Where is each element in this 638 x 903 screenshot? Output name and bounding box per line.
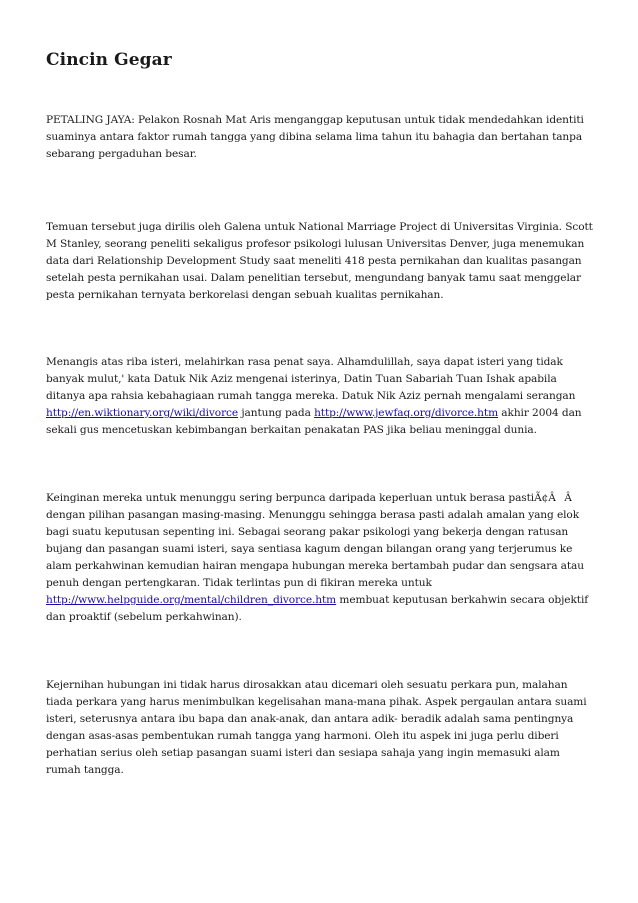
paragraph-intro: PETALING JAYA: Pelakon Rosnah Mat Aris menganggap keputusan untuk tidak mendedahkan identiti suaminya antara faktor rumah tangga yang dibina selama lima tahun itu bahagia dan bertahan tanpa sebarang pergaduhan besar.: [46, 114, 584, 160]
paragraph-harmony: Kejernihan hubungan ini tidak harus dirosakkan atau dicemari oleh sesuatu perkara pun, malahan tiada perkara yang harus menimbulkan kegelisahan mana-mana pihak. Aspek pergaulan antara suami isteri, seterusnya antara ibu bapa dan anak-anak, dan antara adik- beradik adalah sama pentingnya dengan asas-asas pembentukan rumah tangga yang harmoni. Oleh itu aspek ini juga perlu diberi perhatian serius oleh setiap pasangan suami isteri dan sesiapa sahaja yang ingin memasuki alam rumah tangga.: [46, 679, 587, 776]
paragraph-text: Keinginan mereka untuk menunggu sering berpunca daripada keperluan untuk berasa pastiÃ¢ÂÂ dengan pilihan pasangan masing-masing. Menunggu sehingga berasa pasti adalah amalan yang elok bagi suatu keputusan sepenting ini. Sebagai seorang pakar psikologi yang bekerja dengan ratusan bujang dan pasangan suami isteri, saya sentiasa kagum dengan bilangan orang yang terjerumus ke alam perkahwinan kemudian hairan mengapa hubungan mereka bertambah pudar dan sengsara atau penuh dengan pertengkaran. Tidak terlintas pun di fikiran mereka untuk: [46, 492, 584, 589]
paragraph-research: Temuan tersebut juga dirilis oleh Galena untuk National Marriage Project di Universitas Virginia. Scott M Stanley, seorang peneliti sekaligus profesor psikologi lulusan Universitas Denver, juga menemukan data dari Relationship Development Study saat meneliti 418 pesta pernikahan dan kualitas pasangan setelah pesta pernikahan usai. Dalam penelitian tersebut, mengundang banyak tamu saat menggelar pesta pernikahan ternyata berkorelasi dengan sebuah kualitas pernikahan.: [46, 221, 593, 301]
paragraph-text: Menangis atas riba isteri, melahirkan rasa penat saya. Alhamdulillah, saya dapat isteri yang tidak banyak mulut,' kata Datuk Nik Aziz mengenai isterinya, Datin Tuan Sabariah Tuan Ishak apabila ditanya apa rahsia kebahagiaan rumah tangga mereka. Datuk Nik Aziz pernah mengalami serangan: [46, 356, 576, 402]
helpguide-divorce-link[interactable]: http://www.helpguide.org/mental/children_divorce.htm: [46, 594, 337, 606]
document-title: Cincin Gegar: [46, 50, 172, 70]
paragraph-text: akhir 2004 dan sekali gus mencetuskan kebimbangan berkaitan penakatan PAS jika beliau meninggal dunia.: [46, 407, 582, 436]
paragraph-text: membuat keputusan berkahwin secara objektif dan proaktif (sebelum perkahwinan).: [46, 594, 589, 623]
paragraph-nik-aziz: [46, 354, 594, 439]
jewfaq-divorce-link[interactable]: http://www.jewfaq.org/divorce.htm: [314, 407, 499, 419]
wiktionary-divorce-link[interactable]: http://en.wiktionary.org/wiki/divorce: [46, 407, 239, 419]
paragraph-waiting: [46, 490, 594, 626]
paragraph-text: jantung pada: [238, 407, 315, 419]
